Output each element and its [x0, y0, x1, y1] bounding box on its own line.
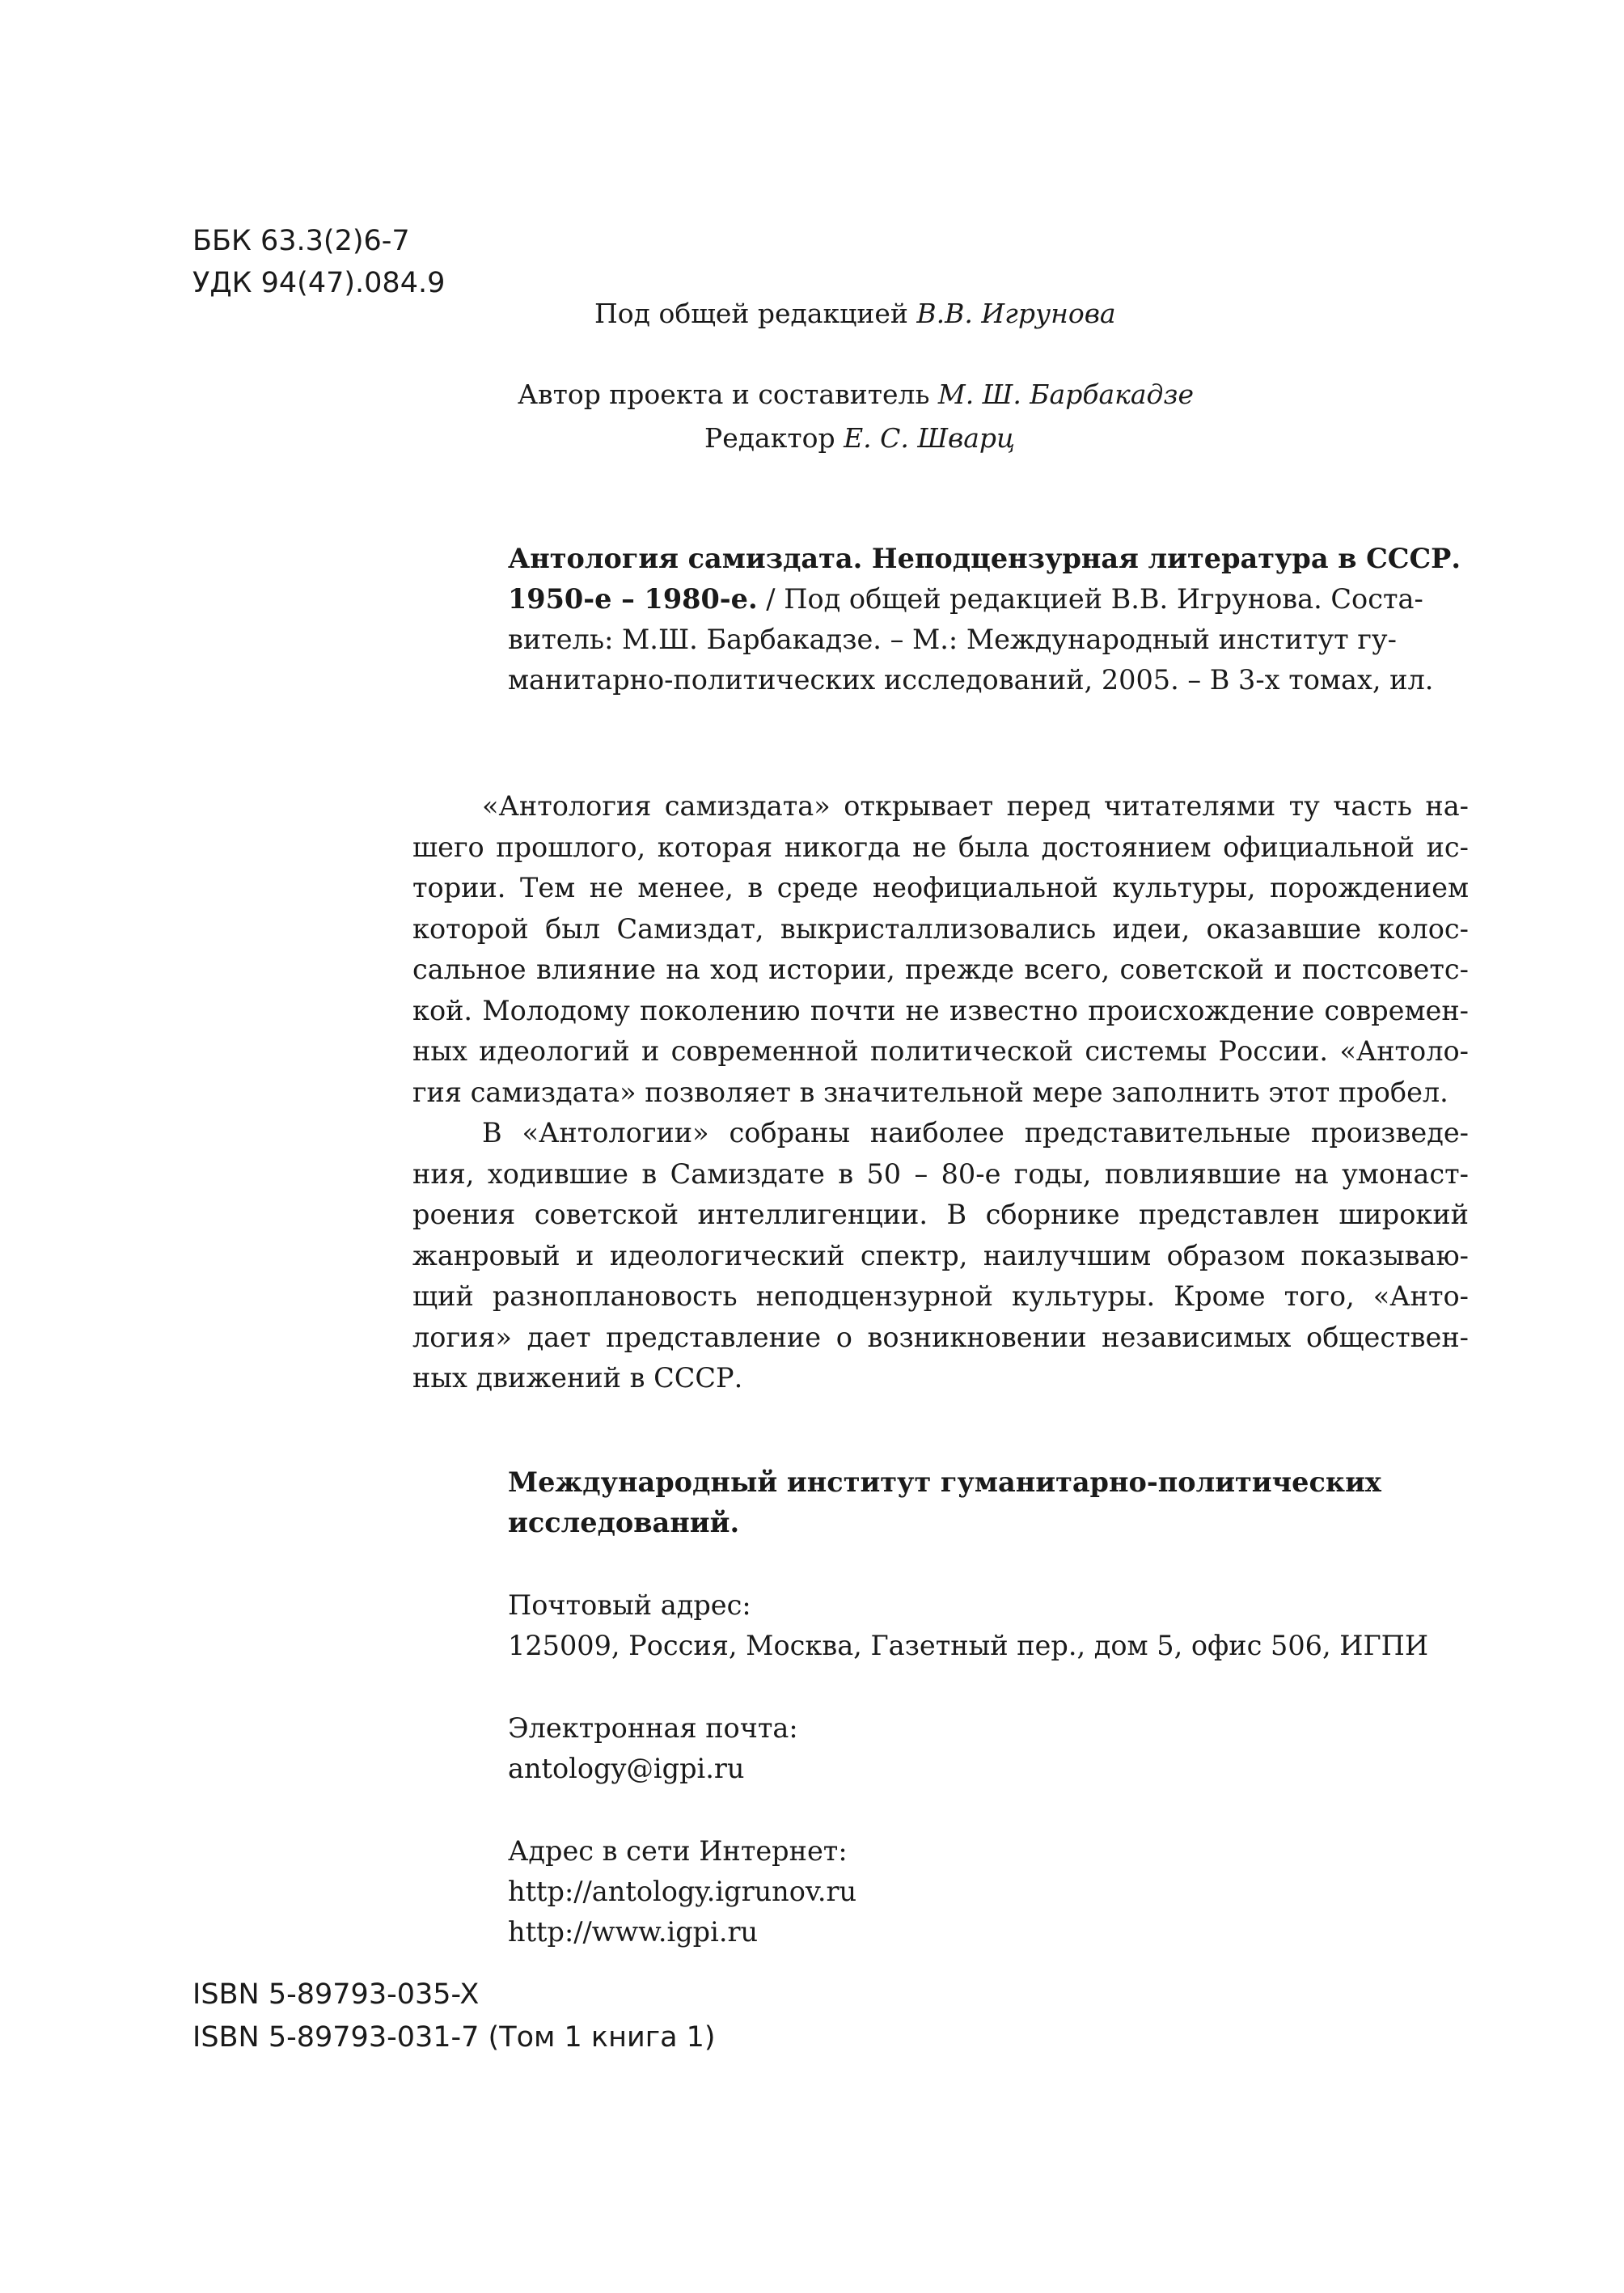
isbn-line-2: ISBN 5-89793-031-7 (Том 1 книга 1) [192, 2021, 716, 2054]
publisher-info [508, 1462, 1428, 1952]
general-editor-credit [594, 298, 1116, 329]
website-url-1: http://antology.igrunov.ru [508, 1876, 857, 1907]
editor-credit [704, 422, 1015, 454]
website-label: Адрес в сети Интернет: [508, 1835, 848, 1867]
editor-name: Е. С. Шварц [844, 422, 1016, 454]
general-editor-name: В.В. Игрунова [916, 298, 1116, 329]
isbn-block [192, 1974, 716, 2059]
email-value: antology@igpi.ru [508, 1753, 745, 1784]
annotation-line: ных идеологий и современной политической системы России. «Антоло- [412, 1035, 1469, 1067]
biblio-line-1 [508, 539, 1469, 579]
website-block [508, 1831, 1428, 1952]
annotation-line: ных движений в СССР. [412, 1362, 743, 1394]
isbn-line-1: ISBN 5-89793-035-X [192, 1978, 480, 2011]
biblio-line-4: манитарно-политических исследований, 2005. – В 3-х томах, ил. [508, 664, 1434, 696]
project-author-credit [518, 379, 1194, 410]
biblio-line-2 [508, 579, 1469, 620]
annotation-line: тории. Тем не менее, в среде неофициальной культуры, порождением [412, 872, 1469, 903]
postal-address-label: Почтовый адрес: [508, 1589, 751, 1621]
annotation-line: роения советской интеллигенции. В сборнике представлен широкий [412, 1199, 1469, 1230]
classification-codes [192, 220, 445, 304]
postal-address-value: 125009, Россия, Москва, Газетный пер., дом 5, офис 506, ИГПИ [508, 1630, 1429, 1661]
annotation-line: сальное влияние на ход истории, прежде всего, советской и постсоветс- [412, 954, 1469, 985]
annotation-line: жанровый и идеологический спектр, наилучшим образом показываю- [412, 1239, 1469, 1271]
annotation-line: ния, ходившие в Самиздате в 50 – 80-е годы, повлиявшие на умонаст- [412, 1157, 1469, 1190]
biblio-line-2-rest: / Под общей редакцией В.В. Игрунова. Соста- [757, 583, 1423, 615]
biblio-title-part1: Антология самиздата. Неподцензурная литература в СССР. [508, 543, 1461, 574]
annotation-line: гия самиздата» позволяет в значительной мере заполнить этот пробел. [412, 1076, 1448, 1108]
biblio-title-part2: 1950-е – 1980-е. [508, 583, 758, 615]
annotation-line: «Антология самиздата» открывает перед читателями ту часть на- [482, 790, 1469, 822]
annotation-line: щий разноплановость неподцензурной культуры. Кроме того, «Анто- [412, 1280, 1469, 1312]
annotation-line: кой. Молодому поколению почти не известно происхождение современ- [412, 994, 1469, 1026]
bibliographic-description [508, 539, 1469, 700]
annotation-line: которой был Самиздат, выкристаллизовались идеи, оказавшие колос- [412, 912, 1469, 945]
udk-code: УДК 94(47).084.9 [192, 267, 446, 299]
annotation-line: В «Антологии» собраны наиболее представительные произведе- [482, 1117, 1469, 1149]
bbk-code: ББК 63.3(2)6-7 [192, 225, 410, 257]
publisher-name-line-1: Международный институт гуманитарно-политических [508, 1466, 1381, 1498]
editor-label: Редактор [704, 422, 844, 454]
email-block [508, 1708, 1428, 1789]
biblio-line-3: витель: М.Ш. Барбакадзе. – М.: Международный институт гу- [508, 624, 1397, 655]
annotation-text [412, 786, 1469, 1399]
email-label: Электронная почта: [508, 1712, 798, 1744]
general-editor-label: Под общей редакцией [594, 298, 917, 329]
publisher-name-line-2: исследований. [508, 1507, 740, 1538]
website-url-2: http://www.igpi.ru [508, 1916, 759, 1948]
postal-address-block [508, 1585, 1428, 1666]
annotation-line: шего прошлого, которая никогда не была достоянием официальной ис- [412, 831, 1469, 863]
project-author-label: Автор проекта и составитель [518, 379, 938, 410]
annotation-line: логия» дает представление о возникновении независимых обществен- [412, 1321, 1469, 1353]
project-author-name: М. Ш. Барбакадзе [937, 379, 1195, 410]
